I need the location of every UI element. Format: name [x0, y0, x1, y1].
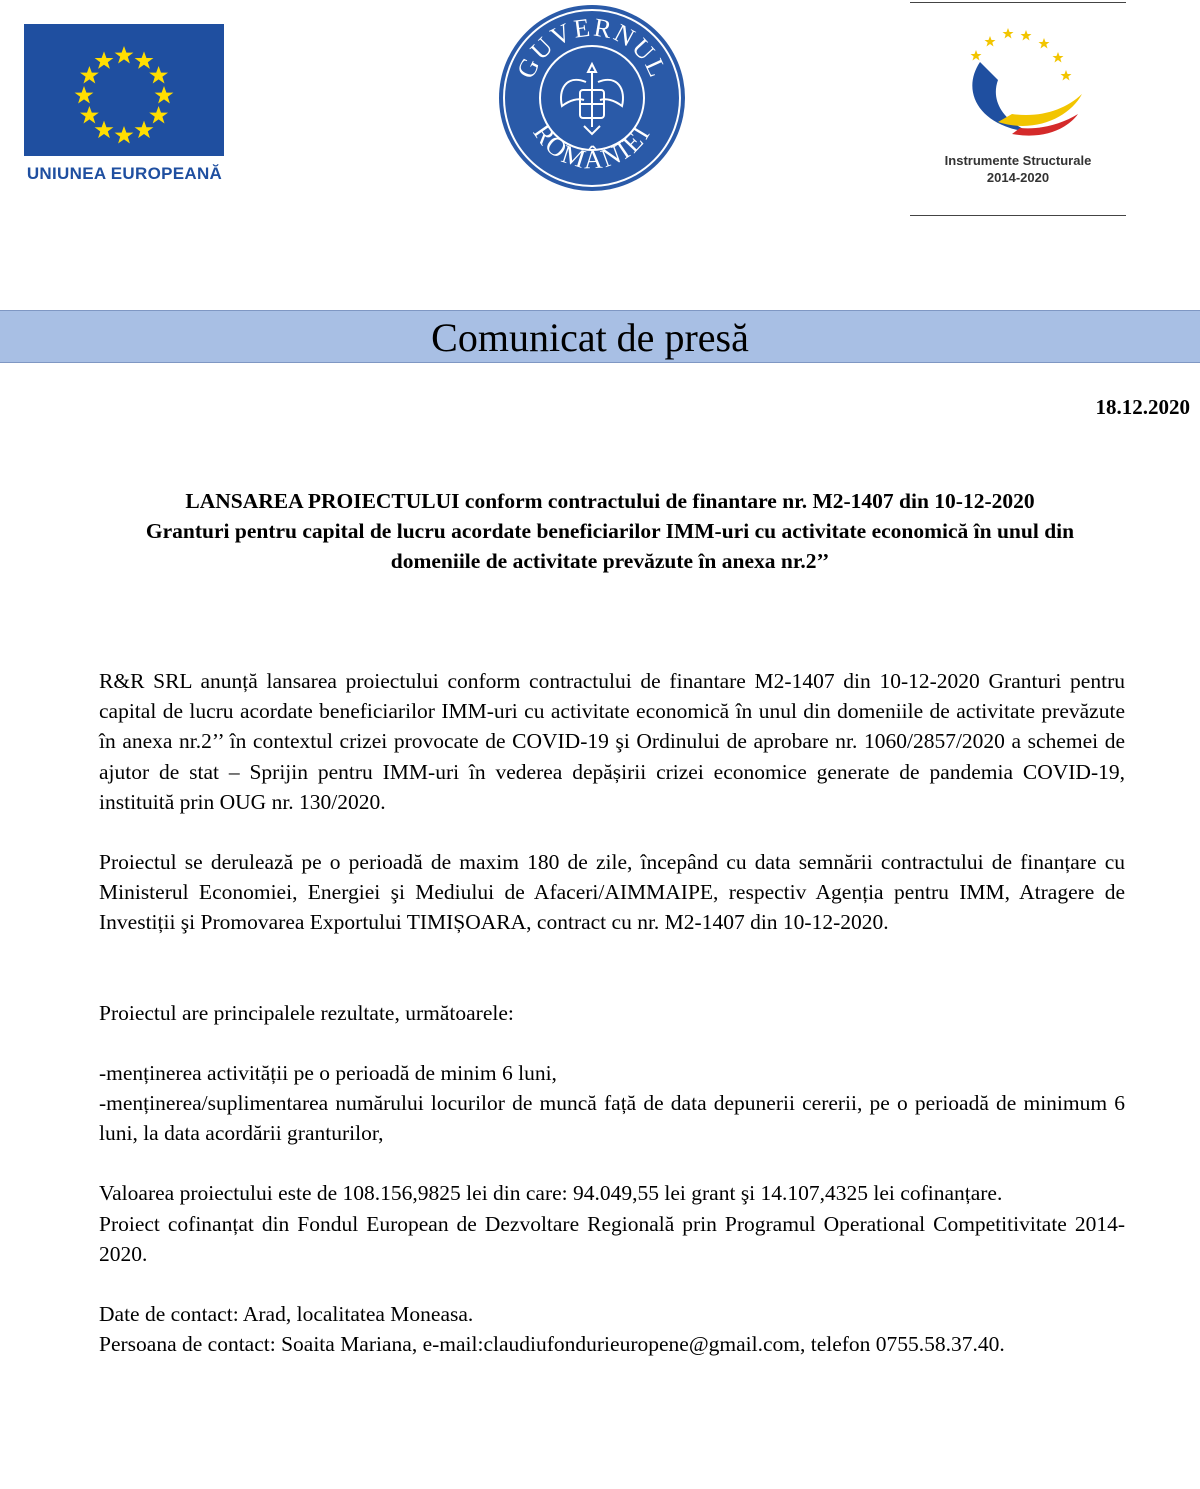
paragraph-announcement: R&R SRL anunță lansarea proiectului conform contractului de finantare M2-1407 din 10-12-2020 Granturi pentru capital de lucru acordate beneficiarilor IMM-uri cu activitate economică în unul din domeniile de activitate prevăzute în anexa nr.2’’ în contextul crizei provocate de COVID-19 şi Ordinului de aprobare nr. 1060/2857/2020 a schemei de ajutor de stat – Sprijin pentru IMM-uri în vederea depășirii crizei economice generate de pandemia COVID-19, instituită prin OUG nr. 130/2020. [99, 669, 1125, 814]
paragraph-contact-location: Date de contact: Arad, localitatea Moneasa. [99, 1302, 474, 1327]
structural-instruments-logo [910, 0, 1126, 218]
structural-instruments-caption [910, 152, 1126, 186]
result-item-jobs: -menținerea/suplimentarea numărului locurilor de muncă față de data depunerii cererii, pe o perioadă de minimum 6 luni, la data acordării granturilor, [99, 1091, 1125, 1146]
paragraph-duration: Proiectul se derulează pe o perioadă de maxim 180 de zile, începând cu data semnării contractului de finanțare cu Ministerul Economiei, Energiei şi Mediului de Afaceri/AIMMAIPE, respectiv Agenția pentru IMM, Atragere de Investiții şi Promovarea Exportului TIMIȘOARA, contract cu nr. M2-1407 din 10-12-2020. [99, 850, 1125, 935]
paragraph-cofinancing: Proiect cofinanțat din Fondul European de Dezvoltare Regională prin Programul Operational Competitivitate 2014-2020. [99, 1211, 1125, 1266]
paragraph-contact-person: Persoana de contact: Soaita Mariana, e-mail:claudiufondurieuropene@gmail.com, telefon 0755.58.37.40. [99, 1332, 1005, 1357]
eu-caption: UNIUNEA EUROPEANĂ [26, 164, 223, 183]
paragraph-value: Valoarea proiectului este de 108.156,9825 lei din care: 94.049,55 lei grant şi 14.107,4325 lei cofinanțare. [99, 1181, 1003, 1206]
press-release-banner [0, 310, 1200, 363]
is-caption-line1: Instrumente Structurale [944, 153, 1092, 168]
eu-flag-icon [24, 24, 224, 156]
body-content [99, 666, 1125, 1359]
release-date: 18.12.2020 [1095, 395, 1190, 419]
divider-bottom [910, 215, 1126, 216]
government-seal-logo [496, 2, 688, 194]
eu-logo [22, 24, 227, 189]
headline-line-2: Granturi pentru capital de lucru acordate beneficiarilor IMM-uri cu activitate economică în unul din [145, 519, 1075, 543]
structural-instruments-emblem-icon [950, 22, 1100, 144]
headline [30, 486, 1190, 576]
is-caption-line2: 2014-2020 [986, 170, 1050, 185]
page-title: Comunicat de presă [431, 315, 749, 360]
paragraph-results-intro: Proiectul are principalele rezultate, următoarele: [99, 1000, 514, 1025]
headline-line-3: domeniile de activitate prevăzute în anexa nr.2’’ [390, 549, 830, 573]
headline-line-1: LANSAREA PROIECTULUI conform contractului de finantare nr. M2-1407 din 10-12-2020 [185, 489, 1035, 513]
divider-top [910, 2, 1126, 3]
svg-text:GUVERNUL: GUVERNUL [511, 12, 673, 83]
svg-text:ROMÂNIEI: ROMÂNIEI [527, 118, 657, 175]
result-item-activity: -menținerea activității pe o perioadă de minim 6 luni, [99, 1060, 557, 1085]
